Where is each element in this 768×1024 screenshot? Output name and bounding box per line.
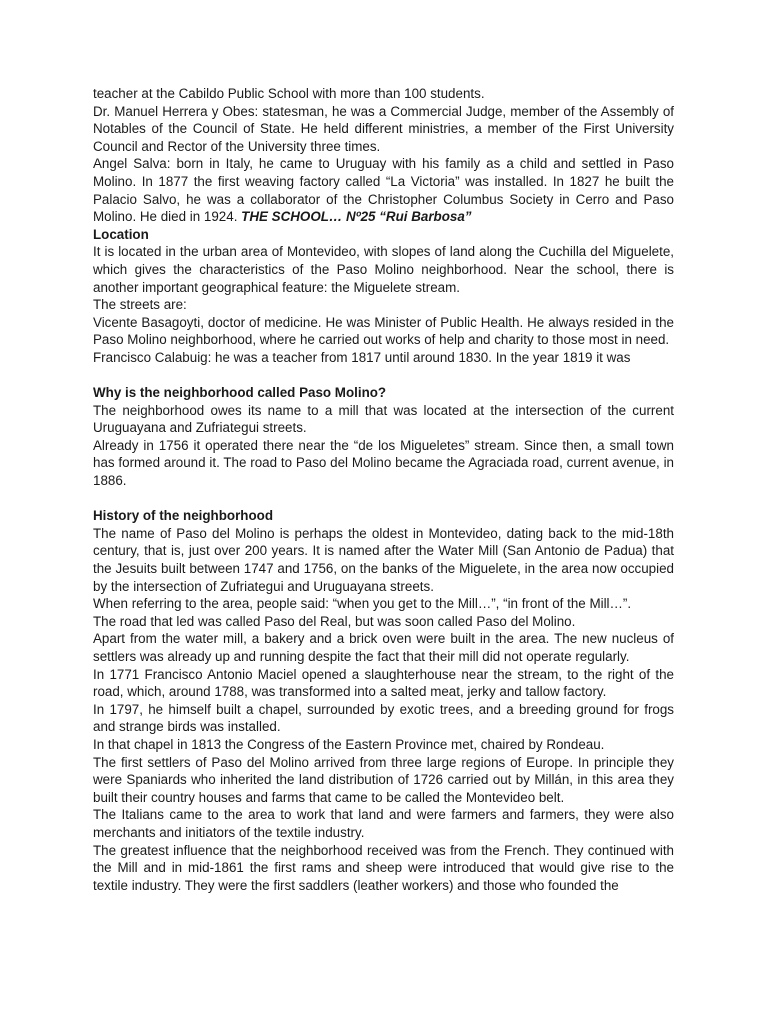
paragraph-basagoyti: Vicente Basagoyti, doctor of medicine. He was Minister of Public Health. He always resided in the Paso Molino neighborhood, where he carried out works of help and charity to those most in need. xyxy=(93,314,674,348)
paragraph-history-3: The road that led was called Paso del Real, but was soon called Paso del Molino. xyxy=(93,613,576,629)
paragraph-history-2: When referring to the area, people said: “when you get to the Mill…”, “in front of the Mill…”. xyxy=(93,596,632,612)
paragraph-calabuig: Francisco Calabuig: he was a teacher from 1817 until around 1830. In the year 1819 it was xyxy=(93,349,631,365)
heading-why: Why is the neighborhood called Paso Molino? xyxy=(93,385,387,401)
spacer xyxy=(93,490,674,508)
paragraph-history-1: The name of Paso del Molino is perhaps the oldest in Montevideo, dating back to the mid-18th century, that is, just over 200 years. It is named after the Water Mill (San Antonio de Padua) that the Jesuits built between 1747 and 1756, on the banks of the Miguelete, in the area now occupied by the intersection of Zufriategui and Uruguayana streets. xyxy=(93,525,674,594)
document-page xyxy=(93,85,674,894)
paragraph-history-9: The Italians came to the area to work that land and were farmers and farmers, they were also merchants and initiators of the textile industry. xyxy=(93,807,674,840)
paragraph-history-8: The first settlers of Paso del Molino arrived from three large regions of Europe. In principle they were Spaniards who inherited the land distribution of 1726 carried out by Millán, in this area they built their country houses and farms that came to be called the Montevideo belt. xyxy=(93,754,674,805)
paragraph-history-6: In 1797, he himself built a chapel, surrounded by exotic trees, and a breeding ground for frogs and strange birds was installed. xyxy=(93,701,674,735)
school-name-emphasis: THE SCHOOL… Nº25 “Rui Barbosa” xyxy=(241,209,472,225)
paragraph-streets: The streets are: xyxy=(93,297,187,313)
heading-history: History of the neighborhood xyxy=(93,508,274,524)
paragraph-history-10: The greatest influence that the neighborhood received was from the French. They continued with the Mill and in mid-1861 the first rams and sheep were introduced that would give rise to the textile industry. They were the first saddlers (leather workers) and those who founded the xyxy=(93,842,674,893)
paragraph-history-5: In 1771 Francisco Antonio Maciel opened a slaughterhouse near the stream, to the right of the road, which, around 1788, was transformed into a salted meat, jerky and tallow factory. xyxy=(93,666,674,700)
salva-text: Angel Salva: born in Italy, he came to Uruguay with his family as a child and settled in Paso Molino. In 1877 the first weaving factory called “La Victoria” was installed. In 1827 he built the Palacio Salvo, he was a collaborator of the Christopher Columbus Society in Cerro and Paso Molino. He died in 1924. xyxy=(93,156,674,225)
paragraph-location: It is located in the urban area of Montevideo, with slopes of land along the Cuchilla del Miguelete, which gives the characteristics of the Paso Molino neighborhood. Near the school, there is another important geographical feature: the Miguelete stream. xyxy=(93,244,674,295)
paragraph-teacher: teacher at the Cabildo Public School with more than 100 students. xyxy=(93,86,485,101)
paragraph-herrera: Dr. Manuel Herrera y Obes: statesman, he was a Commercial Judge, member of the Assembly of Notables of the Council of State. He held different ministries, a member of the First University Council and Rector of the University three times. xyxy=(93,103,674,154)
paragraph-salva xyxy=(93,155,674,225)
heading-location: Location xyxy=(93,226,149,242)
spacer xyxy=(93,367,674,385)
paragraph-1756: Already in 1756 it operated there near the “de los Migueletes” stream. Since then, a small town has formed around it. The road to Paso del Molino became the Agraciada road, current avenue, in 1886. xyxy=(93,437,674,489)
paragraph-history-7: In that chapel in 1813 the Congress of the Eastern Province met, chaired by Rondeau. xyxy=(93,736,605,752)
paragraph-mill-name: The neighborhood owes its name to a mill that was located at the intersection of the current Uruguayana and Zufriategui streets. xyxy=(93,402,674,436)
paragraph-history-4: Apart from the water mill, a bakery and a brick oven were built in the area. The new nucleus of settlers was already up and running despite the fact that their mill did not operate regularly. xyxy=(93,631,674,664)
